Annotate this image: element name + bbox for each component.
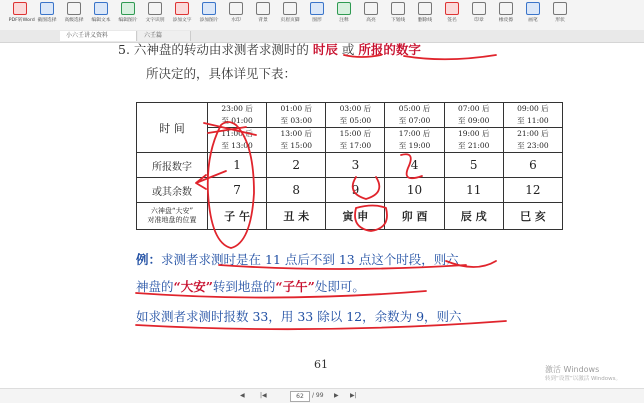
toolbar-button[interactable] xyxy=(278,2,302,28)
time-cell: 03:00 后 至 05:00 xyxy=(326,103,385,128)
toolbar-button-label: 图形 xyxy=(312,17,322,23)
toolbar-button[interactable] xyxy=(197,2,221,28)
toolbar-button-label: 页眉页脚 xyxy=(280,17,300,23)
highlight-icon xyxy=(364,2,378,15)
shape-icon xyxy=(310,2,324,15)
prev-page-icon[interactable]: ◀ xyxy=(240,392,245,399)
time-cell: 07:00 后 至 09:00 xyxy=(444,103,503,128)
position-cell: 丑 未 xyxy=(267,203,326,230)
page-input[interactable]: 62 xyxy=(290,391,310,402)
number-label: 所报数字 xyxy=(137,153,208,178)
first-page-icon[interactable]: |◀ xyxy=(260,392,267,399)
shape2-icon xyxy=(553,2,567,15)
heading-highlight-shichen: 时辰 xyxy=(312,42,338,57)
toolbar-button[interactable] xyxy=(413,2,437,28)
number-cell: 1 xyxy=(208,153,267,178)
example-highlight-daan: “大安” xyxy=(173,279,213,294)
time-cell: 11:00 后 至 13:00 xyxy=(208,128,267,153)
last-page-icon[interactable]: ▶| xyxy=(350,392,357,399)
toolbar-button-label: 背景 xyxy=(258,17,268,23)
heading-text: 5. 六神盘的转动由求测者求测时的 xyxy=(118,42,309,57)
stamp-icon xyxy=(472,2,486,15)
example-line-1 xyxy=(136,250,459,268)
position-cell: 卯 酉 xyxy=(385,203,444,230)
toolbar-button[interactable] xyxy=(251,2,275,28)
example-text-2a: 神盘的 xyxy=(136,279,174,294)
ocr-icon xyxy=(148,2,162,15)
position-label: 六神盘“大安” 对准地盘的位置 xyxy=(137,203,208,230)
number-cell: 3 xyxy=(326,153,385,178)
time-cell: 15:00 后 至 17:00 xyxy=(326,128,385,153)
toolbar-button[interactable] xyxy=(332,2,356,28)
heading-line xyxy=(118,40,421,58)
remainder-label: 或其余数 xyxy=(137,178,208,203)
page-number: 61 xyxy=(314,358,328,371)
toolbar-button[interactable] xyxy=(440,2,464,28)
convert-icon xyxy=(13,2,27,15)
number-cell: 2 xyxy=(267,153,326,178)
example-text-2b: 转到地盘的 xyxy=(212,279,276,294)
example-prefix: 例： xyxy=(136,252,162,267)
heading-or: 或 xyxy=(341,42,355,57)
status-bar xyxy=(0,388,644,403)
header-footer-icon xyxy=(283,2,297,15)
toolbar-button-label: 签名 xyxy=(447,17,457,23)
watermark-icon xyxy=(229,2,243,15)
toolbar-button-label: PDF转Word xyxy=(8,17,35,23)
pen-icon xyxy=(526,2,540,15)
toolbar xyxy=(0,0,644,31)
example-line-3 xyxy=(136,307,462,325)
toolbar-button[interactable] xyxy=(386,2,410,28)
example-text-1: 求测者求测时是在 11 点后不到 13 点这个时段，则六 xyxy=(161,252,459,267)
toolbar-button-label: 编辑文本 xyxy=(91,17,111,23)
add-text-icon xyxy=(175,2,189,15)
position-cell: 子 午 xyxy=(208,203,267,230)
position-cell: 寅 申 xyxy=(326,203,385,230)
toolbar-button-label: 高级选择 xyxy=(64,17,84,23)
toolbar-button[interactable] xyxy=(62,2,86,28)
remainder-cell: 12 xyxy=(503,178,562,203)
tab-second[interactable]: 六壬篇 xyxy=(138,31,191,41)
toolbar-button-label: 截图选择 xyxy=(37,17,57,23)
remainder-cell: 7 xyxy=(208,178,267,203)
toolbar-button[interactable] xyxy=(89,2,113,28)
toolbar-button[interactable] xyxy=(170,2,194,28)
toolbar-button-label: 橡皮擦 xyxy=(498,17,514,23)
example-line-2 xyxy=(136,277,365,295)
position-cell: 巳 亥 xyxy=(503,203,562,230)
time-cell: 17:00 后 至 19:00 xyxy=(385,128,444,153)
toolbar-button[interactable] xyxy=(224,2,248,28)
windows-watermark: 激活 Windows xyxy=(545,365,600,374)
liu-shen-table xyxy=(136,102,563,230)
example-highlight-ziwu: “子午” xyxy=(275,279,315,294)
comment-icon xyxy=(337,2,351,15)
number-cell: 6 xyxy=(503,153,562,178)
time-label: 时 间 xyxy=(137,103,208,153)
time-cell: 23:00 后 至 01:00 xyxy=(208,103,267,128)
document-page xyxy=(56,43,586,383)
edit-text-icon xyxy=(94,2,108,15)
toolbar-button-label: 下划线 xyxy=(390,17,406,23)
strikethrough-icon xyxy=(418,2,432,15)
time-cell: 21:00 后 至 23:00 xyxy=(503,128,562,153)
toolbar-button[interactable] xyxy=(359,2,383,28)
select-icon xyxy=(67,2,81,15)
toolbar-button-label: 形状 xyxy=(555,17,565,23)
toolbar-button[interactable] xyxy=(494,2,518,28)
time-cell: 01:00 后 至 03:00 xyxy=(267,103,326,128)
time-cell: 13:00 后 至 15:00 xyxy=(267,128,326,153)
toolbar-button-label: 编辑图片 xyxy=(118,17,138,23)
time-cell: 05:00 后 至 07:00 xyxy=(385,103,444,128)
page-total: / 99 xyxy=(312,392,324,399)
sign-icon xyxy=(445,2,459,15)
toolbar-button[interactable] xyxy=(143,2,167,28)
toolbar-button-label: 添加图片 xyxy=(199,17,219,23)
toolbar-button-label: 水印 xyxy=(231,17,241,23)
add-image-icon xyxy=(202,2,216,15)
toolbar-button-label: 文字识别 xyxy=(145,17,165,23)
eraser-icon xyxy=(499,2,513,15)
remainder-cell: 10 xyxy=(385,178,444,203)
toolbar-button-label: 高亮 xyxy=(366,17,376,23)
underline-icon xyxy=(391,2,405,15)
screenshot-icon xyxy=(40,2,54,15)
next-page-icon[interactable]: ▶ xyxy=(334,392,339,399)
background-icon xyxy=(256,2,270,15)
toolbar-button-label: 印章 xyxy=(474,17,484,23)
toolbar-button[interactable] xyxy=(116,2,140,28)
windows-watermark-sub: 转到“设置”以激活 Windows。 xyxy=(545,376,621,382)
remainder-cell: 9 xyxy=(326,178,385,203)
example-text-3: 如求测者求测时报数 33，用 33 除以 12，余数为 9，则六 xyxy=(136,309,462,324)
position-cell: 辰 戌 xyxy=(444,203,503,230)
number-cell: 4 xyxy=(385,153,444,178)
time-cell: 09:00 后 至 11:00 xyxy=(503,103,562,128)
toolbar-button[interactable] xyxy=(548,2,572,28)
number-cell: 5 xyxy=(444,153,503,178)
tab-document[interactable]: 小六壬讲义资料 xyxy=(60,31,137,41)
toolbar-button[interactable] xyxy=(8,2,35,28)
time-cell: 19:00 后 至 21:00 xyxy=(444,128,503,153)
toolbar-button[interactable] xyxy=(521,2,545,28)
remainder-cell: 8 xyxy=(267,178,326,203)
heading-highlight-number: 所报的数字 xyxy=(358,42,421,57)
toolbar-button-label: 画笔 xyxy=(528,17,538,23)
toolbar-button[interactable] xyxy=(35,2,59,28)
toolbar-button-label: 添加文字 xyxy=(172,17,192,23)
toolbar-button[interactable] xyxy=(305,2,329,28)
intro-line: 所决定的，具体详见下表： xyxy=(146,66,297,81)
edit-image-icon xyxy=(121,2,135,15)
example-text-2c: 处即可。 xyxy=(314,279,365,294)
toolbar-button-label: 删除线 xyxy=(417,17,433,23)
toolbar-button[interactable] xyxy=(467,2,491,28)
toolbar-button-label: 注释 xyxy=(339,17,349,23)
remainder-cell: 11 xyxy=(444,178,503,203)
